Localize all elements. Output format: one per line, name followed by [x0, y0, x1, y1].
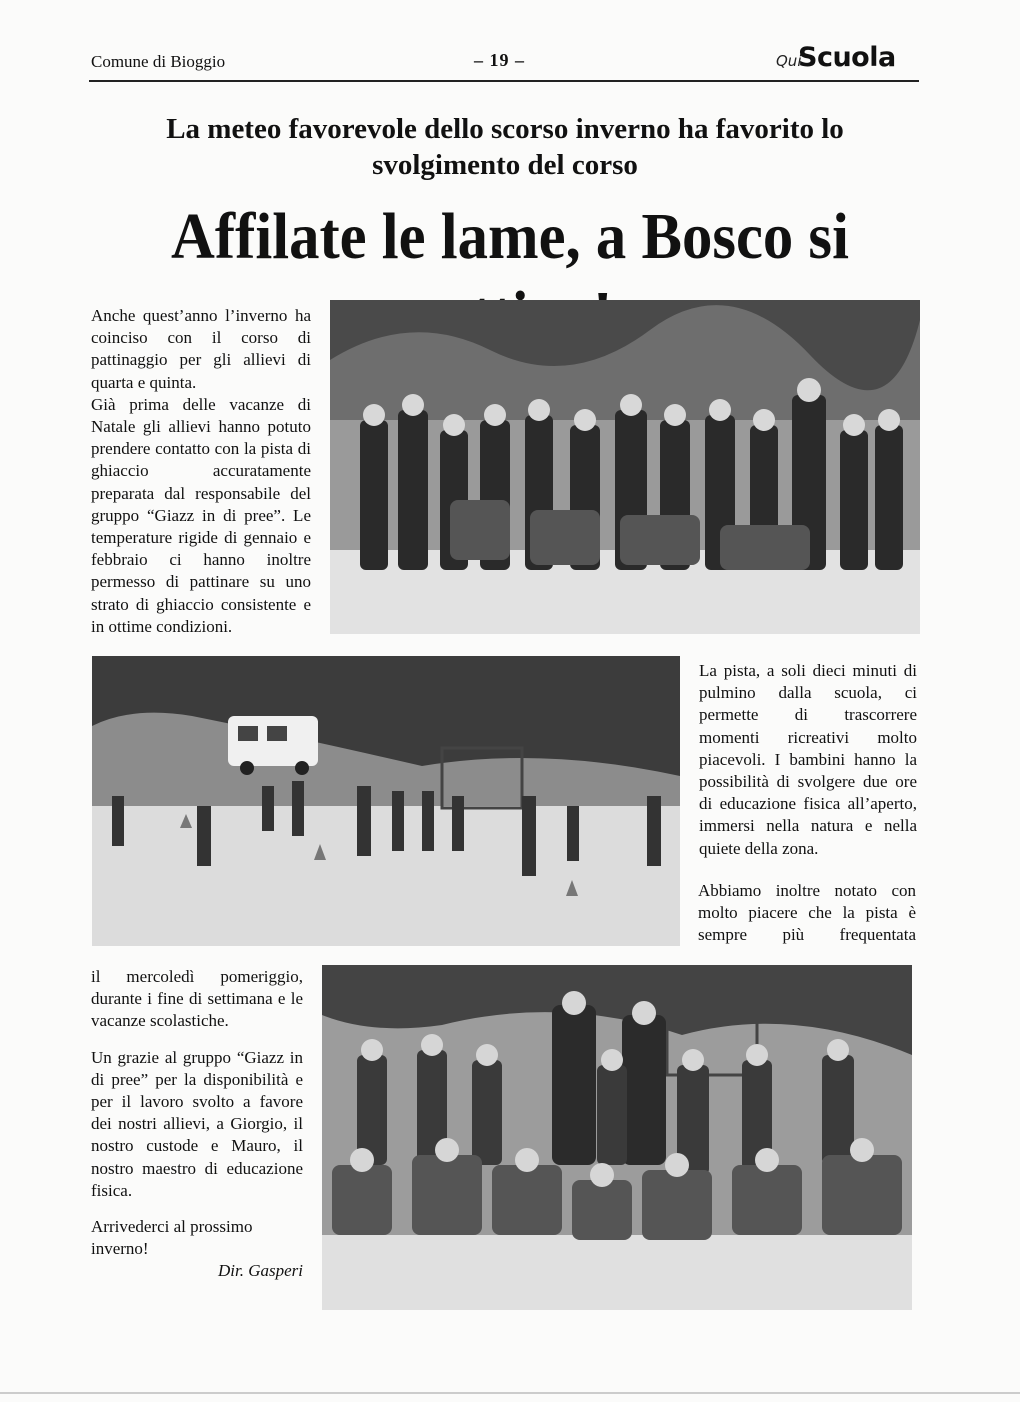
subtitle-line-1: La meteo favorevole dello scorso inverno ha favorito lo [166, 113, 844, 145]
logo-scuola-text: Scuola [798, 42, 896, 73]
paragraph-before-christmas: Già prima delle vacanze di Natale gli allievi hanno potuto prendere contatto con la pista di ghiaccio accuratamente preparata dal responsabile del gruppo “Giazz in di pree”. Le temperature rigide di gennaio e febbraio ci hanno inoltre permesso di pattinare su uno strato di ghiaccio consistente e in ottime condizioni. [91, 394, 311, 636]
scan-bottom-edge [0, 1392, 1020, 1394]
farewell-line-2: inverno! [91, 1239, 149, 1259]
paragraph-farewell [91, 1216, 303, 1260]
paragraph-intro: Anche quest’anno l’inverno ha coinciso con il corso di pattinaggio per gli allievi di quarta e quinta. [91, 306, 311, 392]
farewell-line-1: Arrivederci al prossimo [91, 1217, 253, 1237]
header-publisher: Comune di Bioggio [91, 52, 226, 71]
paragraph-frequency: Abbiamo inoltre notato con molto piacere che la pista è sempre più frequentata [698, 881, 916, 945]
article-subtitle [100, 111, 910, 183]
text-column-2 [699, 660, 917, 860]
quiscuola-logo [776, 40, 922, 80]
text-column-1 [91, 305, 311, 638]
photo-group-raised-arms [330, 300, 920, 634]
photo-group-portrait [322, 965, 912, 1310]
paragraph-thanks: Un grazie al gruppo “Giazz in di pree” per la disponibilità e per il lavoro svolto a favore dei nostri allievi, a Giorgio, il nostro custode e Mauro, il nostro maestro di educazione fisica. [91, 1047, 303, 1200]
paragraph-frequency-continued: il mercoledì pomeriggio, durante i fine di settimana e le vacanze scolastiche. [91, 967, 303, 1031]
paragraph-rink-location: La pista, a soli dieci minuti di pulmino dalla scuola, ci permette di trascorrere momenti ricreativi molto piacevoli. I bambini hanno la possibilità di svolgere due ore di educazione fisica all’aperto, immersi nella natura e nella quiete della zona. [699, 661, 917, 858]
article-title: Affilate le lame, a Bosco si [171, 200, 849, 273]
signature: Dir. Gasperi [217, 1261, 303, 1281]
logo-qui-text: Qui [776, 52, 802, 70]
header-rule [89, 80, 919, 82]
text-column-4 [91, 966, 303, 1283]
page-number: – 19 – [474, 50, 525, 70]
text-column-3 [698, 880, 916, 947]
photo-ice-rink-skating [92, 656, 680, 946]
subtitle-line-2: svolgimento del corso [372, 149, 638, 181]
